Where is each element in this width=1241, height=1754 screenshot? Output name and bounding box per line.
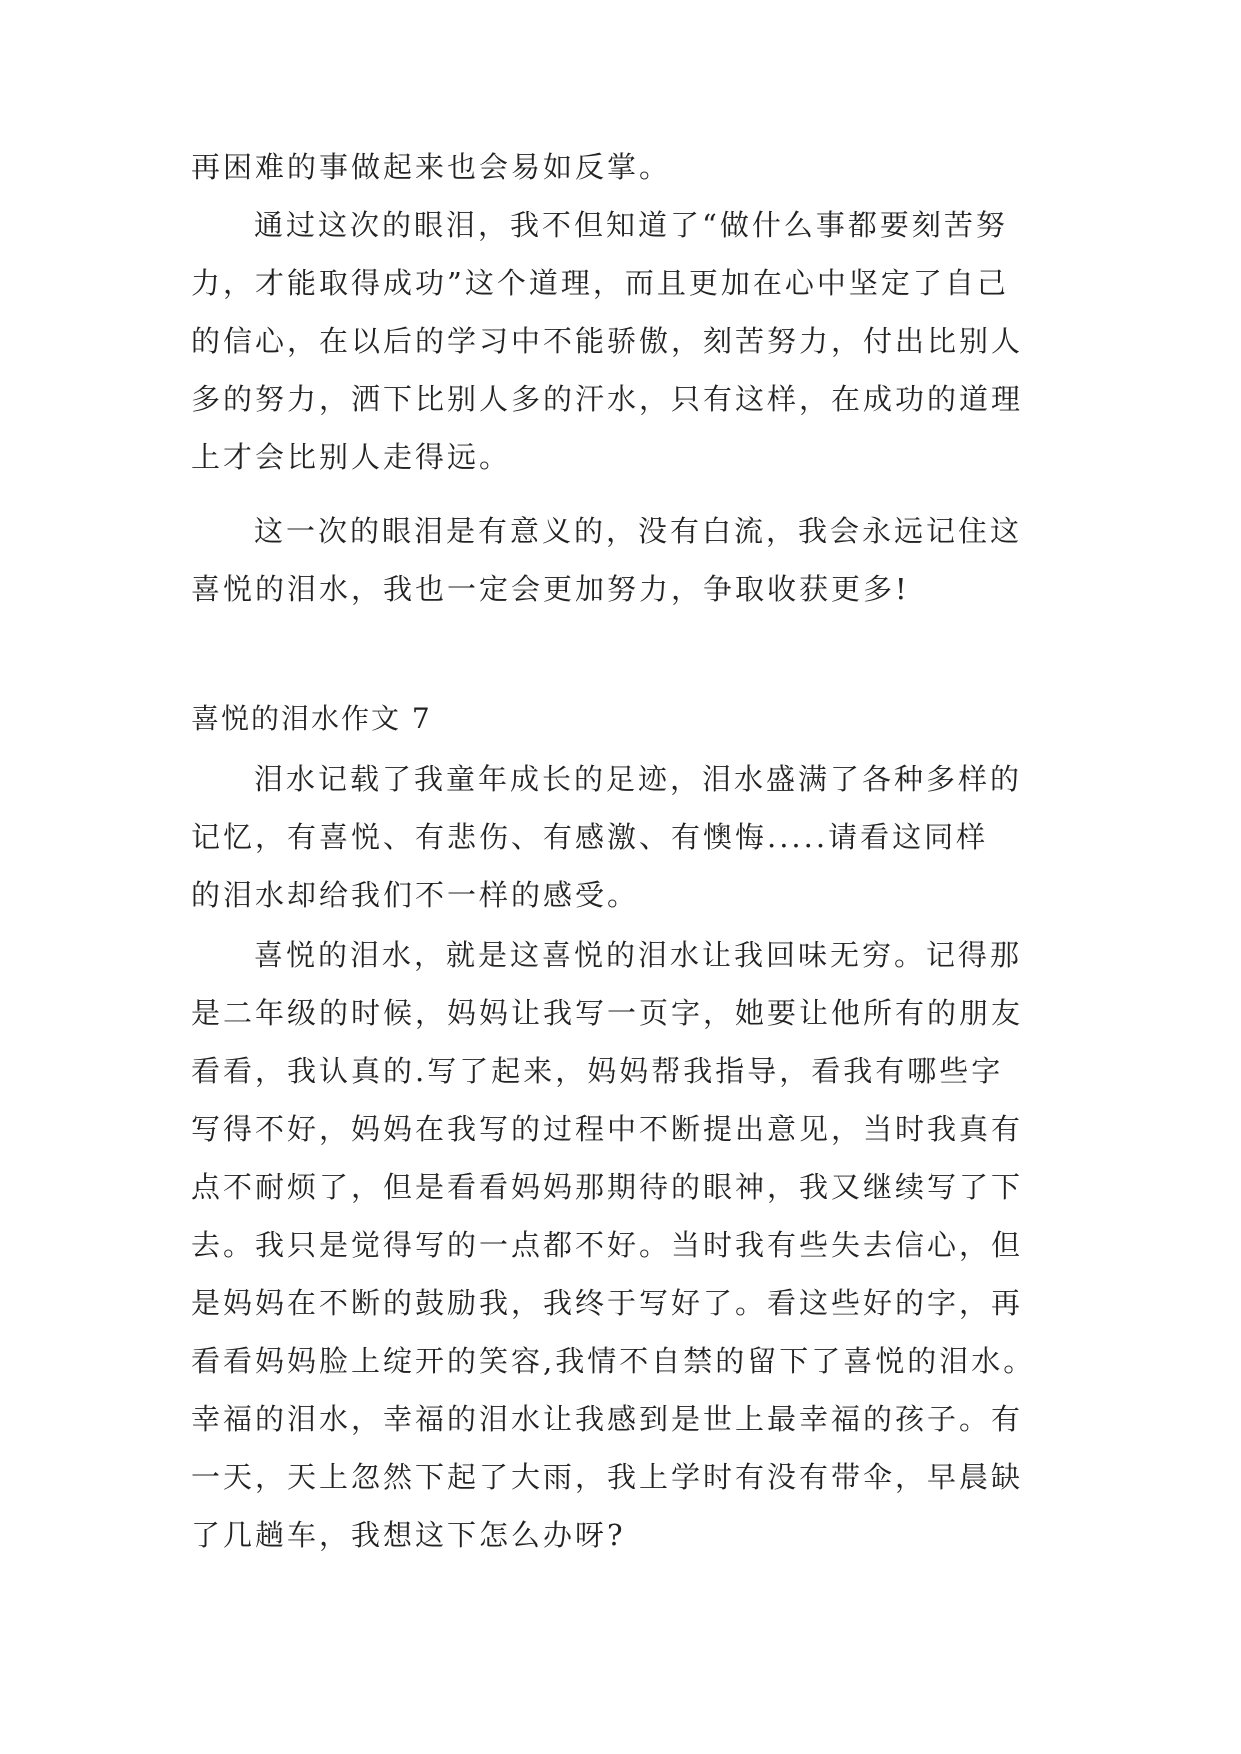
paragraph-line: 去。我只是觉得写的一点都不好。当时我有些失去信心，但 xyxy=(191,1228,1024,1262)
paragraph-line: 了几趟车，我想这下怎么办呀? xyxy=(191,1518,626,1552)
paragraph-line: 看看妈妈脸上绽开的笑容,我情不自禁的留下了喜悦的泪水。 xyxy=(191,1344,1036,1378)
paragraph-line: 记忆，有喜悦、有悲伤、有感激、有懊悔.....请看这同样 xyxy=(191,820,989,854)
paragraph-line: 是妈妈在不断的鼓励我，我终于写好了。看这些好的字，再 xyxy=(191,1286,1024,1320)
paragraph-line: 泪水记载了我童年成长的足迹，泪水盛满了各种多样的 xyxy=(254,762,1023,796)
paragraph-line: 喜悦的泪水，我也一定会更加努力，争取收获更多! xyxy=(191,572,910,606)
paragraph-line: 再困难的事做起来也会易如反掌。 xyxy=(191,150,672,184)
paragraph-line: 是二年级的时候，妈妈让我写一页字，她要让他所有的朋友 xyxy=(191,996,1024,1030)
paragraph-line: 上才会比别人走得远。 xyxy=(191,440,512,474)
paragraph-line: 一天，天上忽然下起了大雨，我上学时有没有带伞，早晨缺 xyxy=(191,1460,1024,1494)
paragraph-line: 通过这次的眼泪，我不但知道了“做什么事都要刻苦努 xyxy=(254,208,1008,242)
paragraph-line: 幸福的泪水，幸福的泪水让我感到是世上最幸福的孩子。有 xyxy=(191,1402,1024,1436)
paragraph-line: 写得不好，妈妈在我写的过程中不断提出意见，当时我真有 xyxy=(191,1112,1024,1146)
paragraph-line: 看看，我认真的.写了起来，妈妈帮我指导，看我有哪些字 xyxy=(191,1054,1004,1088)
section-heading: 喜悦的泪水作文 7 xyxy=(191,702,432,735)
paragraph-line: 这一次的眼泪是有意义的，没有白流，我会永远记住这 xyxy=(254,514,1023,548)
paragraph-line: 喜悦的泪水，就是这喜悦的泪水让我回味无穷。记得那 xyxy=(254,938,1023,972)
paragraph-line: 多的努力，洒下比别人多的汗水，只有这样，在成功的道理 xyxy=(191,382,1024,416)
paragraph-line: 的信心，在以后的学习中不能骄傲，刻苦努力，付出比别人 xyxy=(191,324,1024,358)
paragraph-line: 力，才能取得成功”这个道理，而且更加在心中坚定了自己 xyxy=(191,266,1009,300)
paragraph-line: 点不耐烦了，但是看看妈妈那期待的眼神，我又继续写了下 xyxy=(191,1170,1024,1204)
paragraph-line: 的泪水却给我们不一样的感受。 xyxy=(191,878,640,912)
